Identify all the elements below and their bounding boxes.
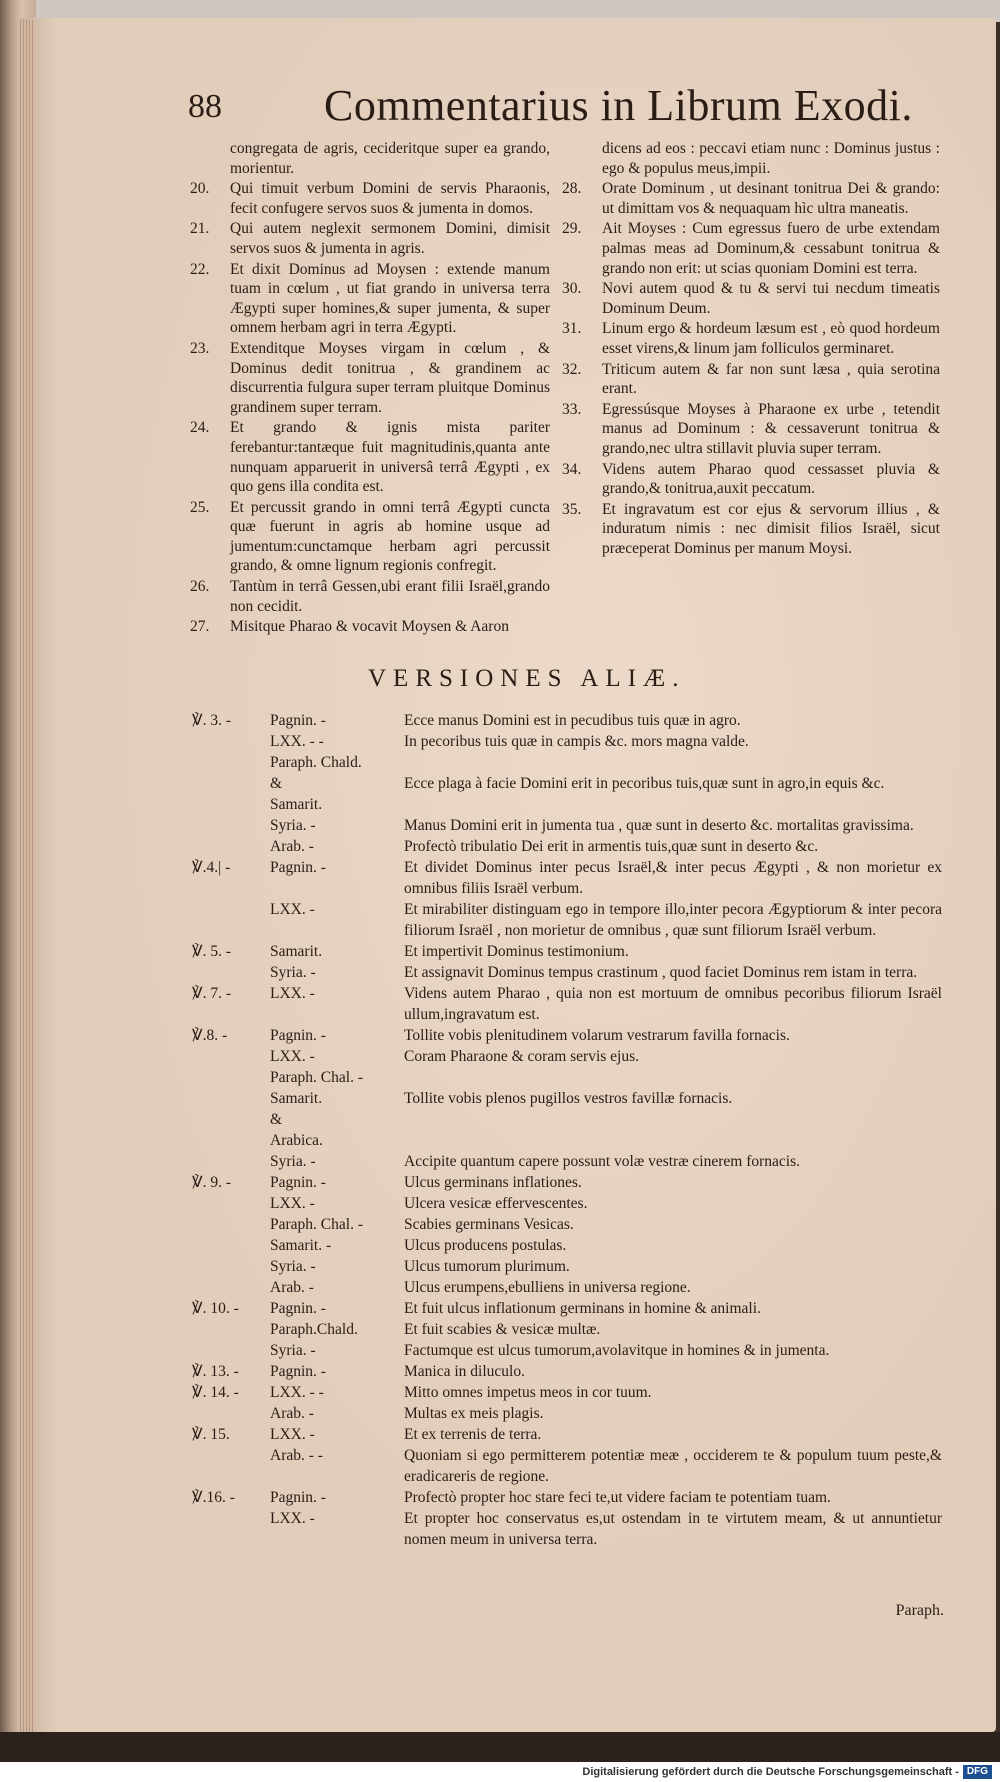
version-source: Pagnin. - bbox=[270, 1363, 326, 1380]
version-text: Ecce manus Domini est in pecudibus tuis quæ in agro. bbox=[404, 712, 741, 729]
version-row bbox=[192, 1382, 942, 1403]
version-text: Ulcus tumorum plurimum. bbox=[404, 1258, 570, 1275]
verse-number: 32. bbox=[562, 360, 582, 378]
version-text: Ecce plaga à facie Domini erit in pecoribus tuis,quæ sunt in agro,in equis &c. bbox=[404, 775, 885, 792]
versiones-table bbox=[192, 710, 942, 1550]
verse-reference: ℣.4.| - bbox=[192, 859, 231, 876]
version-row bbox=[192, 773, 942, 794]
version-source: Syria. - bbox=[270, 817, 316, 834]
verse-number: 26. bbox=[190, 578, 210, 596]
footer-credit: Digitalisierung gefördert durch die Deutsche Forschungsgemeinschaft - bbox=[582, 1766, 959, 1778]
version-row bbox=[192, 1277, 942, 1298]
version-row bbox=[192, 1487, 942, 1508]
version-text: Quoniam si ego permitterem potentiæ meæ , occiderem te & populum tuum peste,& eradicareris de regione. bbox=[404, 1447, 942, 1485]
version-row bbox=[192, 1109, 942, 1130]
version-row bbox=[192, 836, 942, 857]
version-text: Manica in diluculo. bbox=[404, 1363, 525, 1380]
verse-text: Novi autem quod & tu & servi tui necdum timeatis Dominum Deum. bbox=[602, 280, 940, 317]
verse-entry bbox=[562, 400, 940, 459]
version-source: Pagnin. - bbox=[270, 1489, 326, 1506]
version-text: Et dividet Dominus inter pecus Israël,& inter pecus Ægypti , & non morietur ex omnibus filiis Israël verbum. bbox=[404, 859, 942, 897]
version-row bbox=[192, 1361, 942, 1382]
verse-reference: ℣. 9. - bbox=[192, 1174, 232, 1191]
page-title: Commentarius in Librum Exodi. bbox=[324, 81, 913, 130]
verse-text: Videns autem Pharao quod cessasset pluvia & grando,& tonitrua,auxit peccatum. bbox=[602, 460, 940, 498]
version-source: LXX. - bbox=[270, 901, 315, 918]
verse-number: 28. bbox=[562, 180, 582, 198]
verse-reference: ℣. 5. - bbox=[192, 943, 232, 960]
version-row bbox=[192, 1319, 942, 1340]
version-source: LXX. - - bbox=[270, 1384, 324, 1401]
versiones-heading: VERSIONES ALIÆ. bbox=[368, 665, 686, 692]
version-source: Samarit. bbox=[270, 796, 323, 813]
verse-number: 31. bbox=[562, 320, 582, 338]
verse-text: Extenditque Moyses virgam in cœlum , & Dominus dedit tonitrua , & grandinem ac discurrentia fulgura super terram pluitque Dominus grandinem super terram. bbox=[230, 339, 550, 416]
version-row bbox=[192, 857, 942, 899]
verse-number: 21. bbox=[190, 220, 210, 238]
version-source: Pagnin. - bbox=[270, 1300, 326, 1317]
verse-reference: ℣. 14. - bbox=[192, 1384, 239, 1401]
right-column bbox=[562, 139, 940, 559]
page-number: 88 bbox=[188, 88, 222, 125]
version-source: & bbox=[270, 1111, 283, 1128]
version-source: Syria. - bbox=[270, 1153, 316, 1170]
verse-number: 29. bbox=[562, 220, 582, 238]
version-row bbox=[192, 731, 942, 752]
version-source: Paraph. Chald. bbox=[270, 754, 362, 771]
version-source: Paraph.Chald. bbox=[270, 1321, 358, 1338]
version-source: LXX. - bbox=[270, 1510, 315, 1527]
verse-reference: ℣. 3. - bbox=[192, 712, 232, 729]
verse-entry bbox=[562, 279, 940, 318]
version-source: Pagnin. - bbox=[270, 1027, 326, 1044]
verse-entry bbox=[562, 179, 940, 218]
version-text: Et fuit ulcus inflationum germinans in homine & animali. bbox=[404, 1300, 761, 1317]
verse-entry bbox=[562, 219, 940, 278]
verse-text: Ait Moyses : Cum egressus fuero de urbe extendam palmas meas ad Dominum,& cessabunt tonitrua & grando non erit: ut scias quoniam Domini est terra. bbox=[602, 220, 940, 277]
verse-text: Qui autem neglexit sermonem Domini, dimisit servos suos & jumenta in agris. bbox=[230, 220, 550, 257]
verse-text: Linum ergo & hordeum læsum est , eò quod hordeum esset virens,& linum jam folliculos germinaret. bbox=[602, 320, 940, 357]
verse-entry bbox=[190, 260, 550, 338]
version-row bbox=[192, 1508, 942, 1550]
version-source: Arab. - bbox=[270, 1279, 314, 1296]
version-source: Arab. - bbox=[270, 1405, 314, 1422]
version-text: Ulcus erumpens,ebulliens in universa regione. bbox=[404, 1279, 691, 1296]
version-text: Ulcera vesicæ effervescentes. bbox=[404, 1195, 588, 1212]
verse-reference: ℣. 10. - bbox=[192, 1300, 239, 1317]
verse-entry bbox=[190, 577, 550, 616]
page-stack-edges bbox=[18, 20, 34, 1732]
verse-reference: ℣. 15. bbox=[192, 1426, 230, 1443]
version-text: Et mirabiliter distinguam ego in tempore illo,inter pecora Ægyptiorum & inter pecora filiorum Israël , non morietur de omnibus , quæ sunt filiorum Israël verbum. bbox=[404, 901, 942, 939]
version-source: Pagnin. - bbox=[270, 859, 326, 876]
version-source: Samarit. bbox=[270, 943, 323, 960]
version-text: Profectò tribulatio Dei erit in armentis tuis,quæ sunt in deserto &c. bbox=[404, 838, 819, 855]
version-source: Paraph. Chal. - bbox=[270, 1216, 363, 1233]
verse-text: Misitque Pharao & vocavit Moysen & Aaron bbox=[230, 618, 509, 636]
version-row bbox=[192, 752, 942, 773]
version-text: Factumque est ulcus tumorum,avolavitque in homines & in jumenta. bbox=[404, 1342, 830, 1359]
version-text: Videns autem Pharao , quia non est mortuum de omnibus pecoribus filiorum Israël ullum,ingravatum est. bbox=[404, 985, 942, 1023]
version-text: Et propter hoc conservatus es,ut ostendam in te virtutem meam, & ut annuntietur nomen meum in universa terra. bbox=[404, 1510, 942, 1548]
verse-number: 30. bbox=[562, 280, 582, 298]
version-row bbox=[192, 941, 942, 962]
version-source: Syria. - bbox=[270, 1342, 316, 1359]
verse-text: Egressúsque Moyses à Pharaone ex urbe , tetendit manus ad Dominum : & cessaverunt tonitrua & grando,nec ultra stillavit pluvia super terram. bbox=[602, 400, 940, 457]
verse-text: congregata de agris, cecideritque super ea grando, morientur. bbox=[230, 140, 550, 177]
version-row bbox=[192, 1214, 942, 1235]
version-text: Et ex terrenis de terra. bbox=[404, 1426, 542, 1443]
version-text: Mitto omnes impetus meos in cor tuum. bbox=[404, 1384, 652, 1401]
version-row bbox=[192, 1046, 942, 1067]
version-row bbox=[192, 710, 942, 731]
version-row bbox=[192, 1193, 942, 1214]
version-row bbox=[192, 1298, 942, 1319]
verse-text: Orate Dominum , ut desinant tonitrua Dei & grando: ut dimittam vos & nequaquam hìc ultra maneatis. bbox=[602, 180, 940, 217]
version-row bbox=[192, 1424, 942, 1445]
scan-bottom-edge bbox=[0, 1732, 1000, 1762]
verse-entry bbox=[562, 319, 940, 358]
verse-entry bbox=[190, 219, 550, 258]
verse-entry bbox=[190, 139, 550, 178]
version-source: Arab. - - bbox=[270, 1447, 323, 1464]
version-text: Ulcus producens postulas. bbox=[404, 1237, 567, 1254]
version-source: Pagnin. - bbox=[270, 712, 326, 729]
version-row bbox=[192, 1172, 942, 1193]
verse-text: Et percussit grando in omni terrâ Ægypti cuncta quæ fuerunt in agris ab homine usque ad jumentum:cunctamque herbam agri percussit grando, & omne lignum regionis confregit. bbox=[230, 498, 550, 575]
verse-number: 35. bbox=[562, 500, 582, 518]
version-source: LXX. - - bbox=[270, 733, 324, 750]
version-text: Manus Domini erit in jumenta tua , quæ sunt in deserto &c. mortalitas gravissima. bbox=[404, 817, 914, 834]
verse-number: 33. bbox=[562, 400, 582, 418]
version-source: LXX. - bbox=[270, 1426, 315, 1443]
version-row bbox=[192, 1403, 942, 1424]
version-row bbox=[192, 983, 942, 1025]
verse-reference: ℣.8. - bbox=[192, 1027, 228, 1044]
version-row bbox=[192, 1340, 942, 1361]
version-row bbox=[192, 899, 942, 941]
verse-text: Tantùm in terrâ Gessen,ubi erant filii Israël,grando non cecidit. bbox=[230, 578, 550, 615]
version-row bbox=[192, 1067, 942, 1088]
version-text: Ulcus germinans inflationes. bbox=[404, 1174, 582, 1191]
verse-number: 20. bbox=[190, 180, 210, 198]
verse-text: Et dixit Dominus ad Moysen : extende manum tuam in cœlum , ut fiat grando in universa terra Ægypti super homines,& super jumenta, & super omnem herbam agri in terra Ægypti. bbox=[230, 260, 550, 337]
verse-entry bbox=[562, 500, 940, 559]
version-row bbox=[192, 794, 942, 815]
dfg-logo-icon: DFG bbox=[963, 1765, 992, 1779]
verse-entry bbox=[562, 139, 940, 178]
page-header bbox=[188, 80, 913, 140]
verse-entry bbox=[190, 498, 550, 576]
verse-reference: ℣. 13. - bbox=[192, 1363, 239, 1380]
verse-text: Triticum autem & far non sunt læsa , quia serotina erant. bbox=[602, 360, 940, 398]
verse-text: Et ingravatum est cor ejus & servorum illius , & induratum nimis : nec dimisit filios Israël, sicut præceperat Dominus per manum Moysi. bbox=[602, 500, 940, 557]
version-row bbox=[192, 1088, 942, 1109]
version-source: Samarit. - bbox=[270, 1237, 332, 1254]
version-row bbox=[192, 1235, 942, 1256]
version-row bbox=[192, 1130, 942, 1151]
verse-number: 23. bbox=[190, 339, 210, 357]
version-text: Multas ex meis plagis. bbox=[404, 1405, 544, 1422]
verse-entry bbox=[190, 418, 550, 496]
version-text: Et assignavit Dominus tempus crastinum , quod faciet Dominus rem istam in terra. bbox=[404, 964, 918, 981]
version-text: Et fuit scabies & vesicæ multæ. bbox=[404, 1321, 601, 1338]
version-row bbox=[192, 1025, 942, 1046]
verse-entry bbox=[190, 179, 550, 218]
version-text: Profectò propter hoc stare feci te,ut videre faciam te potentiam tuam. bbox=[404, 1489, 831, 1506]
version-source: Pagnin. - bbox=[270, 1174, 326, 1191]
version-source: Arab. - bbox=[270, 838, 314, 855]
version-row bbox=[192, 1256, 942, 1277]
version-text: In pecoribus tuis quæ in campis &c. mors magna valde. bbox=[404, 733, 749, 750]
verse-number: 34. bbox=[562, 460, 582, 478]
version-source: Syria. - bbox=[270, 1258, 316, 1275]
catchword: Paraph. bbox=[895, 1602, 944, 1619]
version-text: Tollite vobis plenitudinem volarum vestrarum favilla fornacis. bbox=[404, 1027, 790, 1044]
verse-entry bbox=[562, 360, 940, 399]
version-source: Arabica. bbox=[270, 1132, 323, 1149]
version-source: Syria. - bbox=[270, 964, 316, 981]
verse-text: Et grando & ignis mista pariter ferebantur:tantæque fuit magnitudinis,quanta ante nunquam apparuerit in universâ terrâ Ægypti , ex quo gens illa condita est. bbox=[230, 419, 550, 496]
version-row bbox=[192, 962, 942, 983]
verse-reference: ℣.16. - bbox=[192, 1489, 235, 1506]
version-source: & bbox=[270, 775, 283, 792]
version-source: LXX. - bbox=[270, 985, 315, 1002]
verse-number: 24. bbox=[190, 419, 210, 437]
verse-entry bbox=[562, 460, 940, 499]
verse-number: 27. bbox=[190, 618, 210, 636]
version-row bbox=[192, 1445, 942, 1487]
verse-number: 25. bbox=[190, 498, 210, 516]
verse-text: dicens ad eos : peccavi etiam nunc : Dominus justus : ego & populus meus,impii. bbox=[602, 140, 940, 177]
version-source: LXX. - bbox=[270, 1195, 315, 1212]
verse-entry bbox=[190, 617, 550, 637]
digitization-footer bbox=[0, 1762, 1000, 1782]
left-column bbox=[190, 139, 550, 638]
version-source: Paraph. Chal. - bbox=[270, 1069, 363, 1086]
version-row bbox=[192, 1151, 942, 1172]
version-text: Et impertivit Dominus testimonium. bbox=[404, 943, 629, 960]
version-text: Coram Pharaone & coram servis ejus. bbox=[404, 1048, 640, 1065]
verse-number: 22. bbox=[190, 260, 210, 278]
version-source: Samarit. bbox=[270, 1090, 323, 1107]
verse-entry bbox=[190, 339, 550, 417]
version-source: LXX. - bbox=[270, 1048, 315, 1065]
verse-text: Qui timuit verbum Domini de servis Pharaonis, fecit confugere servos suos & jumenta in domos. bbox=[230, 180, 550, 217]
version-text: Tollite vobis plenos pugillos vestros favillæ fornacis. bbox=[404, 1090, 733, 1107]
verse-reference: ℣. 7. - bbox=[192, 985, 232, 1002]
version-row bbox=[192, 815, 942, 836]
version-text: Scabies germinans Vesicas. bbox=[404, 1216, 574, 1233]
version-text: Accipite quantum capere possunt volæ vestræ cinerem fornacis. bbox=[404, 1153, 800, 1170]
